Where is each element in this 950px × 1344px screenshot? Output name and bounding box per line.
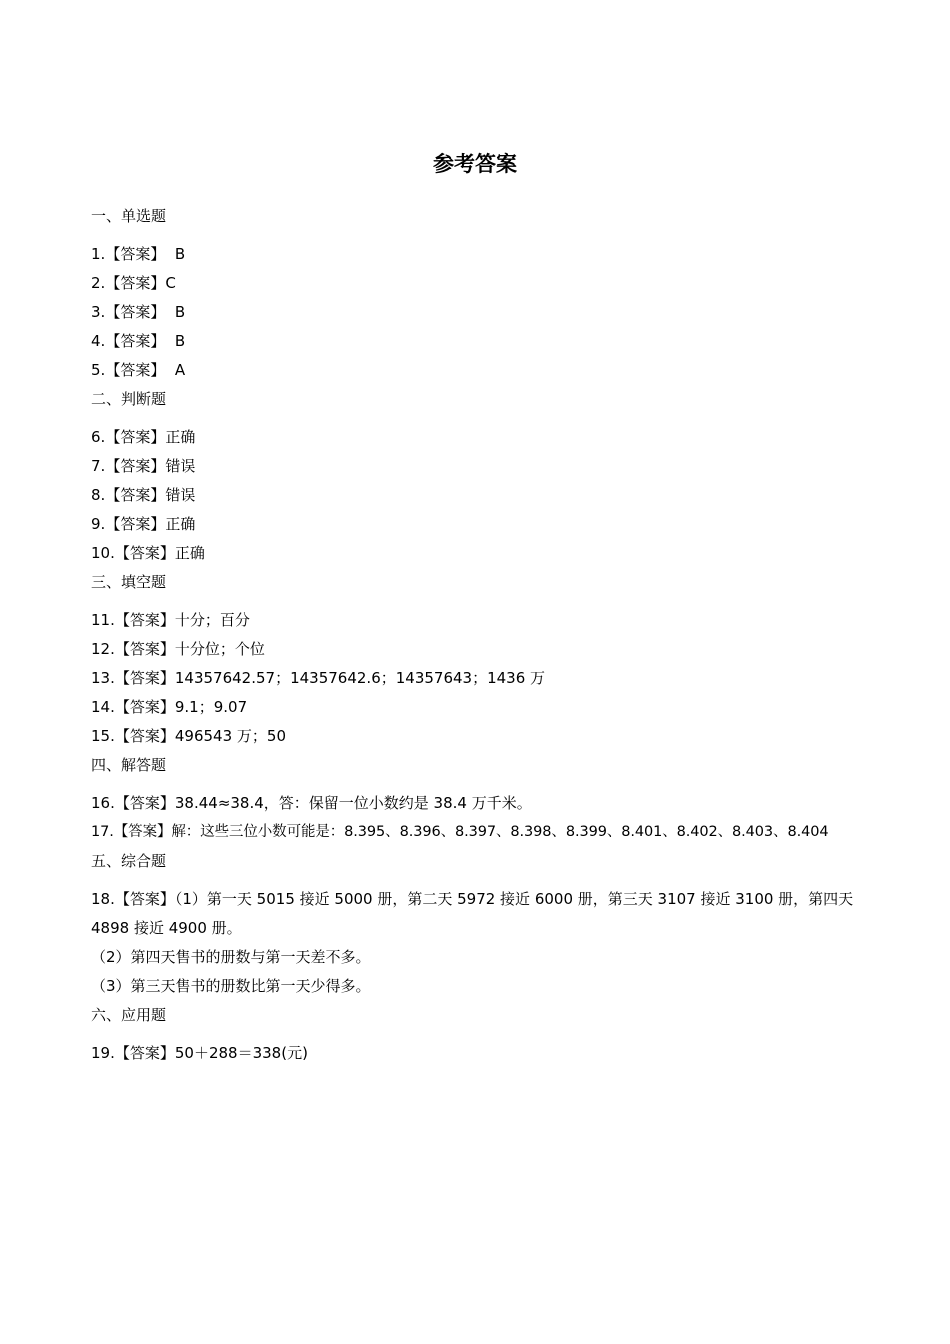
answer-tag: 【答案】 xyxy=(114,640,175,658)
item-number: 5. xyxy=(91,361,106,379)
answer-sub-line: （2）第四天售书的册数与第一天差不多。 xyxy=(91,948,371,966)
item-number: 16. xyxy=(91,794,115,812)
answer-item xyxy=(91,539,871,568)
section-heading: 一、单选题 xyxy=(91,207,167,225)
answer-tag: 【答案】 xyxy=(105,303,166,321)
answer-text: 正确 xyxy=(174,544,205,562)
answer-item xyxy=(91,664,871,693)
section-heading: 六、应用题 xyxy=(91,1006,167,1024)
answer-tag: 【答案】 xyxy=(105,274,166,292)
answer-item xyxy=(91,327,871,356)
section-heading: 三、填空题 xyxy=(91,573,167,591)
answer-tag: 【答案】 xyxy=(105,428,166,446)
answer-tag: 【答案】 xyxy=(114,611,175,629)
answer-item xyxy=(91,452,871,481)
answer-item xyxy=(91,298,871,327)
item-number: 13. xyxy=(91,669,115,687)
item-number: 14. xyxy=(91,698,115,716)
answer-item xyxy=(91,789,871,818)
answer-text: B xyxy=(165,245,186,263)
answer-text: 十分位；个位 xyxy=(174,640,265,658)
answer-tag: 【答案】 xyxy=(114,544,175,562)
answer-item xyxy=(91,1039,871,1068)
answer-tag: 【答案】 xyxy=(105,515,166,533)
section-heading: 五、综合题 xyxy=(91,852,167,870)
answer-tag: 【答案】 xyxy=(105,457,166,475)
answer-text: 错误 xyxy=(165,457,196,475)
answer-item xyxy=(91,240,871,269)
answer-text: 正确 xyxy=(165,428,196,446)
answer-item xyxy=(91,818,871,847)
answer-item xyxy=(91,722,871,751)
answer-text: （1）第一天 5015 接近 5000 册，第二天 5972 接近 6000 册，第三天 3107 接近 3100 册，第四天 4898 接近 4900 册。 xyxy=(91,890,854,937)
answer-text: 38.44≈38.4，答：保留一位小数约是 38.4 万千米。 xyxy=(174,794,532,812)
answer-item xyxy=(91,606,871,635)
answer-tag: 【答案】 xyxy=(114,669,175,687)
answer-tag: 【答案】 xyxy=(105,245,166,263)
answer-list xyxy=(91,202,871,1068)
answer-text: B xyxy=(165,332,186,350)
answer-text: 50＋288＝338(元) xyxy=(174,1044,308,1062)
item-number: 8. xyxy=(91,486,106,504)
answer-tag: 【答案】 xyxy=(114,727,175,745)
section-heading: 二、判断题 xyxy=(91,390,167,408)
answer-tag: 【答案】 xyxy=(105,361,166,379)
page-title: 参考答案 xyxy=(433,152,517,176)
answer-text: 496543 万；50 xyxy=(174,727,286,745)
section-fill-blank xyxy=(91,568,871,751)
answer-item xyxy=(91,423,871,452)
answer-text: 正确 xyxy=(165,515,196,533)
section-application xyxy=(91,1001,871,1068)
answer-item xyxy=(91,635,871,664)
item-number: 15. xyxy=(91,727,115,745)
item-number: 19. xyxy=(91,1044,115,1062)
answer-text: 14357642.57；14357642.6；14357643；1436 万 xyxy=(174,669,546,687)
answer-text: 十分；百分 xyxy=(174,611,250,629)
answer-tag: 【答案】 xyxy=(114,794,175,812)
item-number: 10. xyxy=(91,544,115,562)
answer-item xyxy=(91,269,871,298)
item-number: 11. xyxy=(91,611,115,629)
item-number: 6. xyxy=(91,428,106,446)
answer-item xyxy=(91,481,871,510)
item-number: 12. xyxy=(91,640,115,658)
item-number: 1. xyxy=(91,245,106,263)
answer-text: B xyxy=(165,303,186,321)
section-single-choice xyxy=(91,202,871,385)
answer-item xyxy=(91,693,871,722)
answer-text: 错误 xyxy=(165,486,196,504)
item-number: 2. xyxy=(91,274,106,292)
item-number: 17. xyxy=(91,824,114,840)
answer-sub-line: （3）第三天售书的册数比第一天少得多。 xyxy=(91,977,371,995)
answer-text: A xyxy=(165,361,186,379)
answer-item xyxy=(91,510,871,539)
item-number: 9. xyxy=(91,515,106,533)
answer-text: C xyxy=(165,274,176,292)
answer-item xyxy=(91,885,859,943)
answer-item xyxy=(91,356,871,385)
answer-text: 解：这些三位小数可能是：8.395、8.396、8.397、8.398、8.399、8.401、8.402、8.403、8.404 xyxy=(171,824,829,840)
section-comprehensive xyxy=(91,847,871,1001)
item-number: 7. xyxy=(91,457,106,475)
answer-tag: 【答案】 xyxy=(105,486,166,504)
section-solve xyxy=(91,751,871,847)
item-number: 3. xyxy=(91,303,106,321)
answer-text: 9.1；9.07 xyxy=(174,698,248,716)
section-true-false xyxy=(91,385,871,568)
item-number: 4. xyxy=(91,332,106,350)
answer-tag: 【答案】 xyxy=(114,698,175,716)
answer-tag: 【答案】 xyxy=(113,824,172,840)
answer-tag: 【答案】 xyxy=(105,332,166,350)
answer-tag: 【答案】 xyxy=(114,1044,175,1062)
answer-tag: 【答案】 xyxy=(114,890,175,908)
item-number: 18. xyxy=(91,890,115,908)
section-heading: 四、解答题 xyxy=(91,756,167,774)
